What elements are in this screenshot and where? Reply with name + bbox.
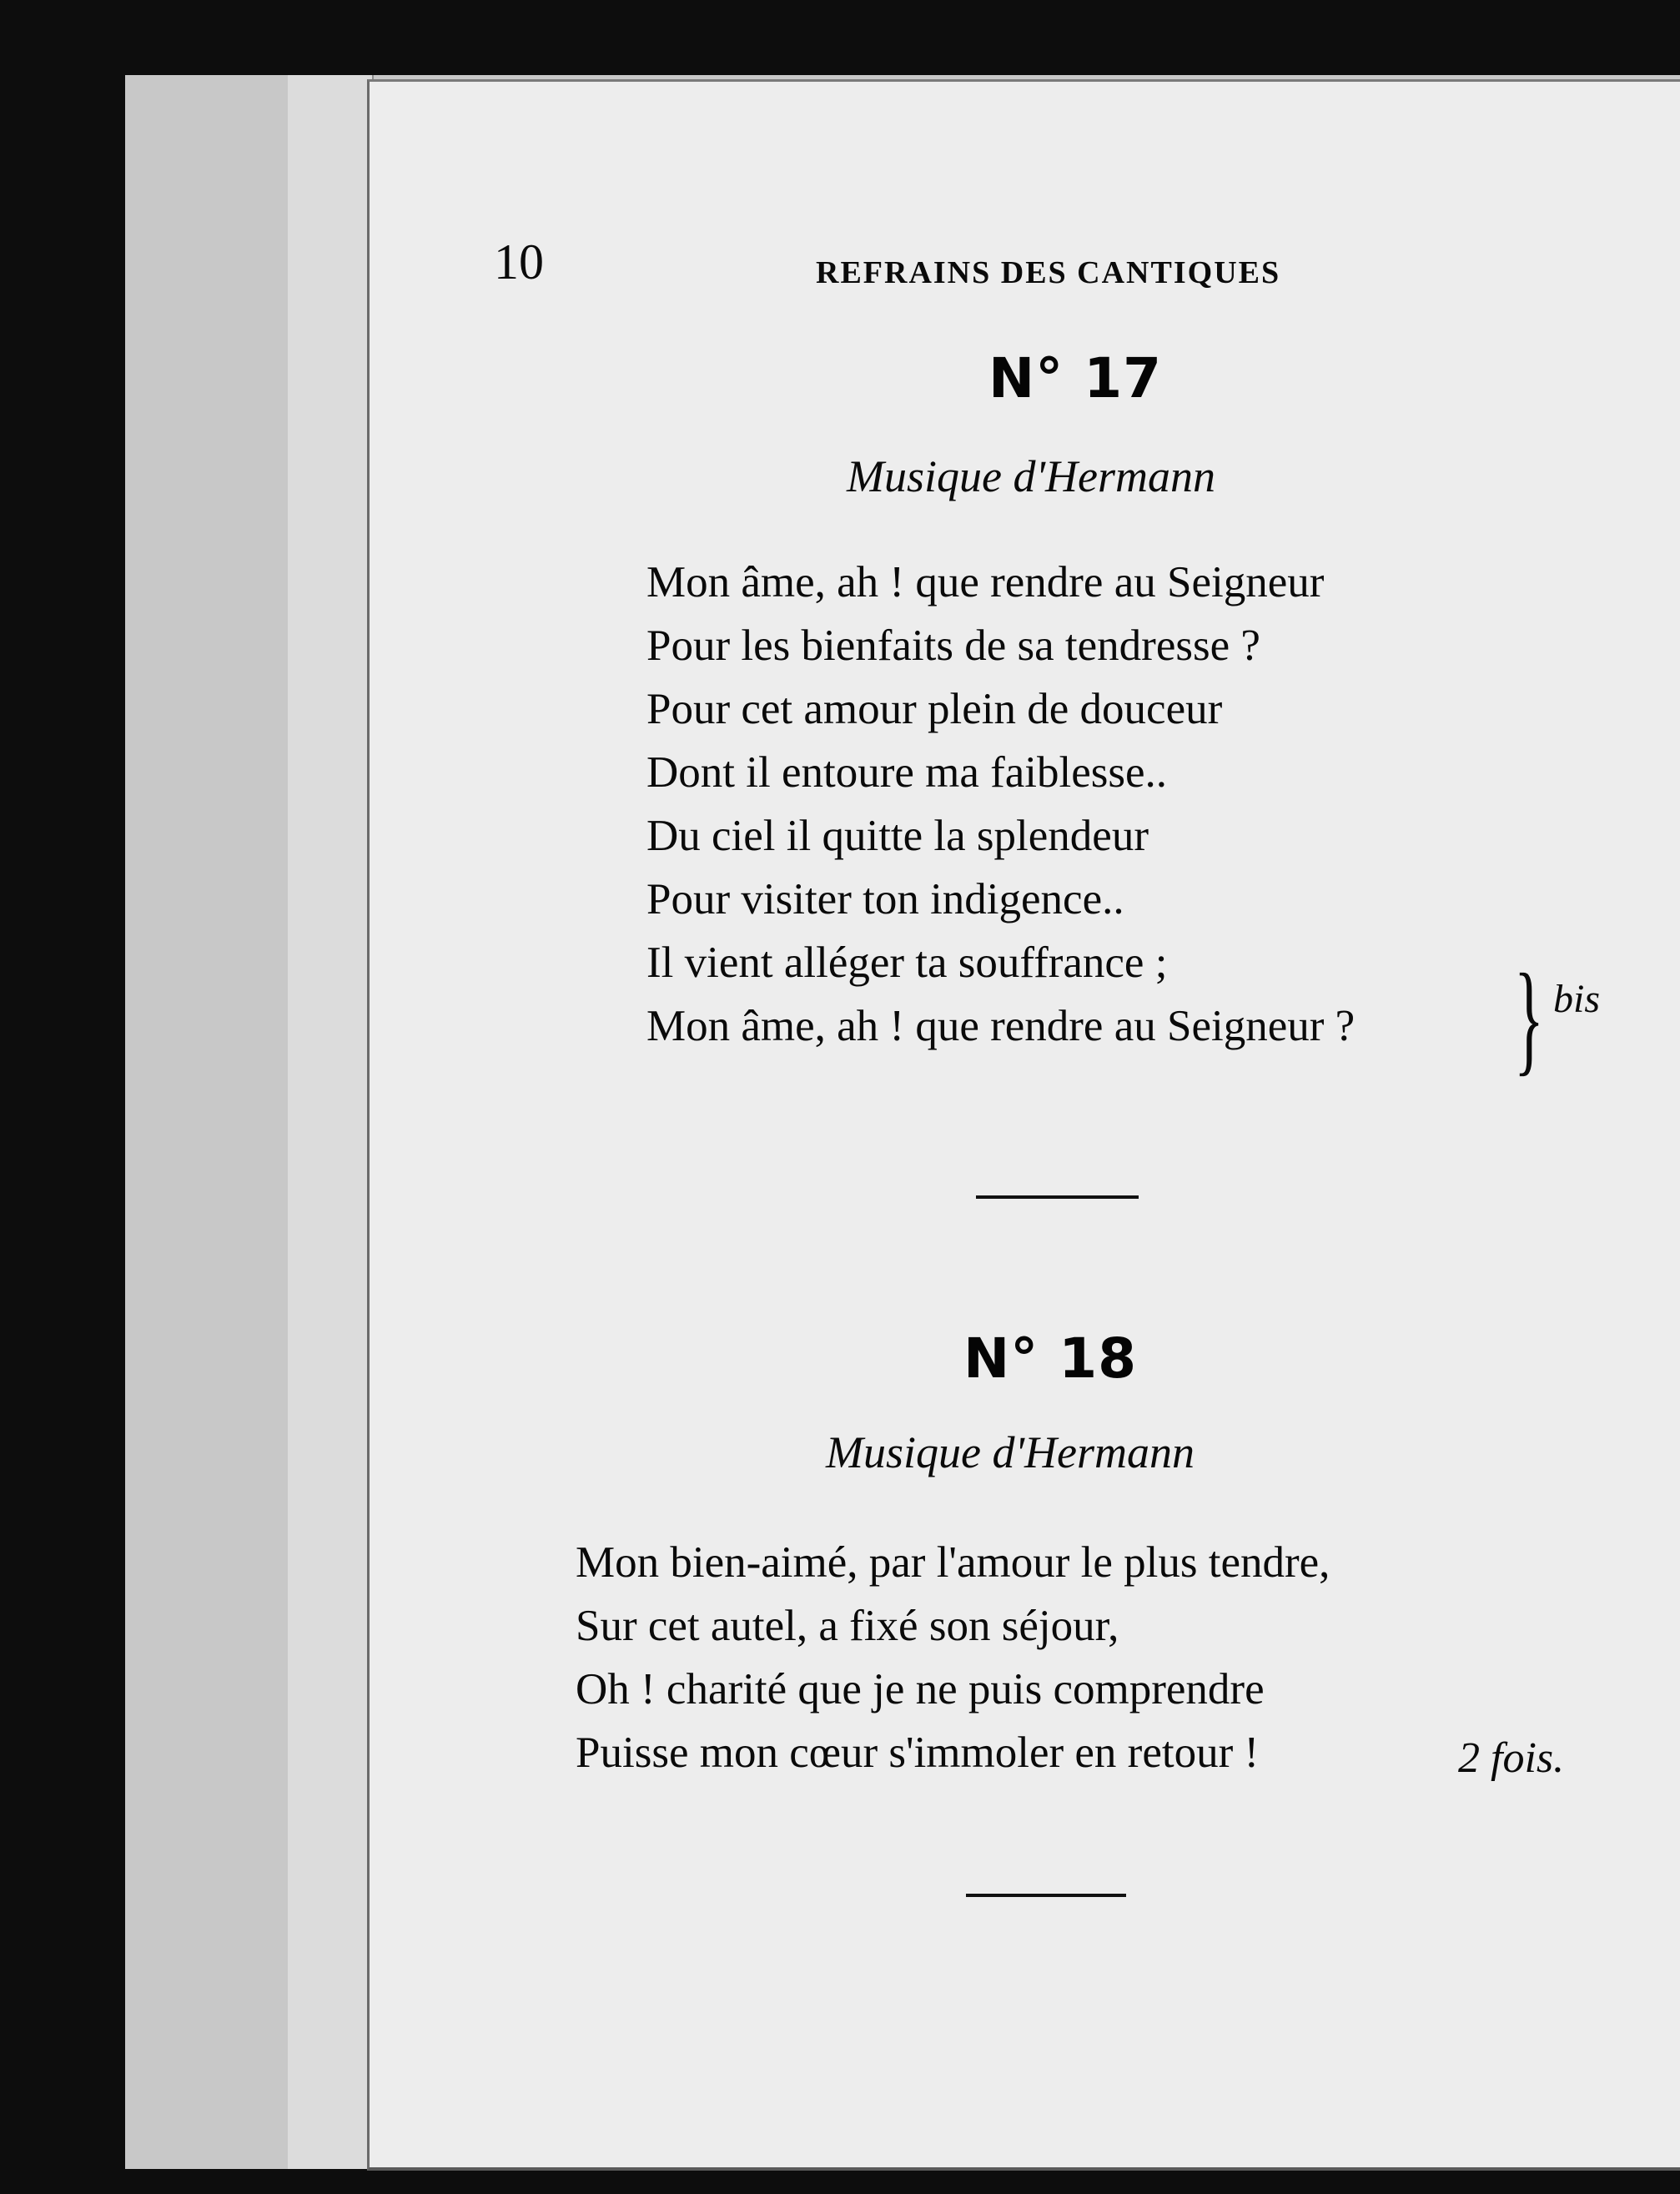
page-edge — [329, 75, 353, 2169]
verse-line: Sur cet autel, a fixé son séjour, — [576, 1602, 1119, 1650]
verse-line: Pour visiter ton indigence.. — [646, 875, 1124, 923]
verse-block — [576, 1531, 1330, 1784]
verse-line: Pour cet amour plein de douceur — [646, 685, 1223, 733]
verse-line: Puisse mon cœur s'immoler en retour ! — [576, 1729, 1260, 1777]
running-title: REFRAINS DES CANTIQUES — [816, 255, 1281, 290]
page-edge — [309, 75, 332, 2169]
hymn-number: N° 18 — [963, 1326, 1138, 1391]
repeat-note: bis — [1553, 977, 1601, 1021]
verse-line: Dont il entoure ma faiblesse.. — [646, 748, 1168, 797]
verse-line: Du ciel il quitte la splendeur — [646, 812, 1149, 860]
page-edge — [288, 75, 311, 2169]
repeat-brace: } — [1514, 949, 1544, 1087]
verse-line: Mon bien-aimé, par l'amour le plus tendre, — [576, 1538, 1330, 1587]
page-number: 10 — [494, 234, 544, 289]
verse-line: Pour les bienfaits de sa tendresse ? — [646, 621, 1260, 670]
verse-line: Mon âme, ah ! que rendre au Seigneur ? — [646, 1002, 1356, 1050]
section-divider — [966, 1894, 1126, 1897]
repeat-note: 2 fois. — [1458, 1734, 1565, 1782]
hymn-number: N° 17 — [988, 346, 1163, 410]
verse-line: Oh ! charité que je ne puis comprendre — [576, 1665, 1265, 1713]
composer-credit: Musique d'Hermann — [847, 451, 1215, 501]
verse-line: Mon âme, ah ! que rendre au Seigneur — [646, 558, 1325, 606]
verse-block — [646, 551, 1355, 1058]
verse-line: Il vient alléger ta souffrance ; — [646, 938, 1168, 987]
composer-credit: Musique d'Hermann — [826, 1427, 1195, 1477]
section-divider — [976, 1195, 1139, 1199]
